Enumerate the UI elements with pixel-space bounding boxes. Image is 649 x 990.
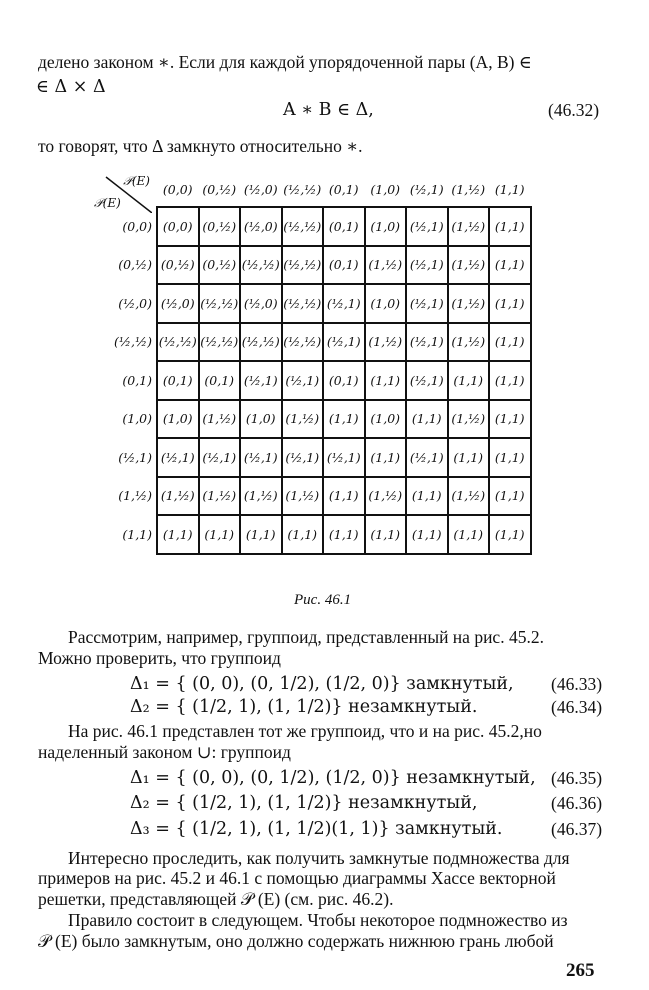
table-cell: (1,0) [240,400,282,439]
table-cell: (1,1) [448,515,490,554]
equation-46-36: Δ₂ = { (1/2, 1), (1, 1/2)} незамкнутый, [130,793,478,813]
column-header: (1,1) [494,181,525,197]
table-cell: (1,1) [406,477,448,516]
table-cell: (½,½) [240,323,282,362]
table-cell: (½,0) [240,284,282,323]
row-header: (0,1) [122,372,152,388]
table-cell: (½,½) [240,246,282,285]
table-cell: (1,0) [157,400,199,439]
table-cell: (1,½) [448,207,490,246]
column-header: (1,0) [370,181,401,197]
table-cell: (0,1) [323,361,365,400]
table-cell: (0,½) [199,207,241,246]
table-cell: (1,1) [240,515,282,554]
table-row [100,477,531,516]
table-cell: (1,½) [448,284,490,323]
corner-top-label: 𝒫(E) [123,173,150,188]
table-cell: (½,½) [199,284,241,323]
table-cell: (1,1) [489,477,531,516]
paragraph-1-line-1: Рассмотрим, например, группоид, представленный на рис. 45.2. [68,627,544,647]
table-cell: (½,½) [282,323,324,362]
column-header: (½,½) [283,181,322,197]
table-cell: (½,1) [406,438,448,477]
table-cell: (1,1) [489,361,531,400]
column-header: (0,0) [162,181,193,197]
paragraph-2-line-1: На рис. 46.1 представлен тот же группоид, что и на рис. 45.2,но [68,721,542,741]
equation-number-46-36: (46.36) [551,793,603,813]
table-cell: (1,0) [365,400,407,439]
table-cell: (½,1) [406,246,448,285]
table-cell: (1,1) [157,515,199,554]
equation-number-46-35: (46.35) [551,768,603,788]
table-cell: (1,½) [448,323,490,362]
table-cell: (1,1) [199,515,241,554]
table-corner [94,172,157,210]
table-row [100,438,531,477]
table-cell: (1,1) [489,207,531,246]
table-row [100,400,531,439]
table-cell: (½,1) [157,438,199,477]
row-header: (½,½) [114,334,152,350]
text-line-3: то говорят, что Δ замкнуто относительно ∗. [38,136,363,156]
equation-46-34: Δ₂ = { (1/2, 1), (1, 1/2)} незамкнутый. [130,697,478,717]
row-header: (1,0) [122,411,152,427]
table-cell: (1,1) [489,400,531,439]
table-cell: (1,1) [365,361,407,400]
table-row [100,246,531,285]
table-cell: (½,1) [323,438,365,477]
equation-46-35: Δ₁ = { (0, 0), (0, 1/2), (1/2, 0)} незамкнутый, [130,768,536,788]
table-cell: (½,½) [282,207,324,246]
row-header: (½,1) [118,449,152,465]
table-cell: (1,½) [448,246,490,285]
table-cell: (½,1) [199,438,241,477]
table-cell: (½,½) [282,284,324,323]
table-cell: (½,1) [406,284,448,323]
table-cell: (0,0) [157,207,199,246]
table-cell: (1,1) [365,515,407,554]
table-cell: (0,½) [157,246,199,285]
row-header: (0,½) [118,257,152,273]
table-cell: (½,1) [406,207,448,246]
table-row [100,323,531,362]
equation-number-46-34: (46.34) [551,697,603,717]
table-cell: (0,1) [323,246,365,285]
table-cell: (1,1) [448,438,490,477]
paragraph-3-line-3: решетки, представляющей 𝒫 (E) (см. рис. 46.2). [38,889,394,909]
table-row [100,207,531,246]
table-cell: (1,½) [365,477,407,516]
table-cell: (1,0) [365,207,407,246]
column-header: (0,½) [202,181,237,197]
paragraph-4-line-1: Правило состоит в следующем. Чтобы некоторое подмножество из [68,910,568,930]
table-cell: (1,½) [448,400,490,439]
table-cell: (1,1) [489,438,531,477]
equation-46-37: Δ₃ = { (1/2, 1), (1, 1/2)(1, 1)} замкнутый. [130,819,503,839]
table-cell: (1,1) [489,515,531,554]
table-row [100,284,531,323]
paragraph-3-line-2: примеров на рис. 45.2 и 46.1 с помощью диаграммы Хассе векторной [38,868,556,888]
table-cell: (½,1) [323,323,365,362]
paragraph-2-line-2: наделенный законом ∪: группоид [38,742,291,762]
table-cell: (½,1) [240,361,282,400]
table-cell: (½,1) [323,284,365,323]
table-cell: (0,1) [199,361,241,400]
table-cell: (1,1) [406,515,448,554]
column-header: (1,½) [451,181,486,197]
table-cell: (1,½) [282,400,324,439]
table-cell: (½,1) [240,438,282,477]
table-cell: (0,1) [323,207,365,246]
table-cell: (1,½) [199,400,241,439]
row-header: (0,0) [122,218,152,234]
text-line-1: делено законом ∗. Если для каждой упорядоченной пары (A, B) ∈ [38,52,532,72]
paragraph-4-line-2: 𝒫 (E) было замкнутым, оно должно содержать нижнюю грань любой [38,931,554,951]
table-cell: (1,½) [365,246,407,285]
table-cell: (½,1) [282,438,324,477]
equation-46-32: A ∗ B ∈ Δ, [283,100,374,120]
paragraph-1-line-2: Можно проверить, что группоид [38,648,281,668]
table-cell: (0,½) [199,246,241,285]
table-cell: (½,0) [157,284,199,323]
table-cell: (0,1) [157,361,199,400]
table-cell: (1,½) [365,323,407,362]
table-cell: (½,1) [406,361,448,400]
table-cell: (1,1) [406,400,448,439]
table-cell: (1,1) [365,438,407,477]
table-cell: (1,½) [240,477,282,516]
row-header: (1,½) [118,488,152,504]
table-cell: (½,½) [157,323,199,362]
column-header: (½,1) [409,181,444,197]
corner-left-label: 𝒫(E) [94,195,121,210]
equation-46-33: Δ₁ = { (0, 0), (0, 1/2), (1/2, 0)} замкнутый, [130,674,514,694]
equation-number-46-33: (46.33) [551,674,603,694]
column-header: (½,0) [243,181,278,197]
table-cell: (1,1) [448,361,490,400]
table-cell: (1,1) [489,323,531,362]
table-cell: (1,1) [282,515,324,554]
table-cell: (½,1) [406,323,448,362]
table-cell: (1,½) [199,477,241,516]
table-cell: (1,½) [448,477,490,516]
table-cell: (1,0) [365,284,407,323]
row-header: (½,0) [118,295,152,311]
text-line-2: ∈ Δ × Δ [36,77,106,97]
equation-number-46-37: (46.37) [551,819,603,839]
table-cell: (½,½) [282,246,324,285]
operation-table [94,172,532,555]
table-cell: (1,½) [282,477,324,516]
table-cell: (1,1) [323,515,365,554]
paragraph-3-line-1: Интересно проследить, как получить замкнутые подмножества для [68,848,570,868]
table-cell: (½,0) [240,207,282,246]
column-header: (0,1) [328,181,359,197]
table-cell: (1,1) [489,246,531,285]
page-number: 265 [566,960,595,981]
table-cell: (1,1) [323,400,365,439]
table-cell: (½,1) [282,361,324,400]
table-row [100,515,531,554]
table-cell: (1,½) [157,477,199,516]
figure-caption: Рис. 46.1 [294,592,352,608]
table-cell: (½,½) [199,323,241,362]
equation-number-46-32: (46.32) [548,100,600,120]
table-row [100,361,531,400]
row-header: (1,1) [122,526,152,542]
table-cell: (1,1) [323,477,365,516]
table-cell: (1,1) [489,284,531,323]
